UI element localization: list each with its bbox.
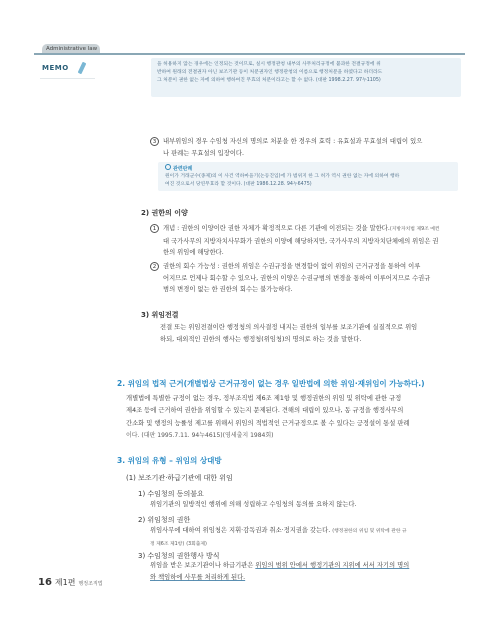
paragraph-line: 간소화 및 행정의 능률성 제고를 위해서 위임의 적법적인 근거규정으로 볼 수 있다는 긍정설이 통설 판례: [126, 419, 410, 427]
related-case-line: 원이가 거래군수(종제)의 이 사건 역하마을기(논등진입)에 가 범위지 한 그 허가 역시 권한 없는 자에 의하여 행하: [165, 174, 400, 179]
item-text: 개념 : 권한의 이양이란 권한 자체가 확정적으로 다른 기관에 이전되는 것을 말한다.: [163, 225, 390, 232]
running-header-tab: Administrative law: [42, 44, 100, 54]
note-line: 을 허용하지 않는 경우에는 인정되는 것이므로, 실시 행정관청 내부의 사무처리규정에 불과한 전결규정에 위: [157, 62, 381, 67]
blue-section-heading: 3. 위임의 유형 – 위임의 상대방: [117, 456, 222, 465]
related-case-title: 관련판례: [165, 164, 451, 173]
chapter-subtitle: 행정조직법: [78, 581, 103, 587]
subsection-heading: 2) 위임청의 권한: [138, 516, 191, 524]
subsection-heading: 1) 수임청의 동의불요: [138, 490, 204, 498]
section-heading: 2) 권한의 이양: [141, 209, 188, 217]
item-text: 어지므로 언제나 회수할 수 있으나, 권한의 이양은 수권규범의 변경을 통하여 이루어지므로 수권규: [163, 274, 431, 282]
paragraph-line: 위임사무에 대하여 위임청은 지휘·감독권과 취소·정지권을 갖는다.: [150, 527, 331, 534]
paragraph-line: 위임기관의 일방적인 행위에 의해 성립하고 수임청의 동의를 요하지 않는다.: [150, 501, 357, 508]
subsection-heading: (1) 보조기관·하급기관에 대한 위임: [126, 474, 233, 482]
chapter-label: 제1편: [54, 578, 76, 587]
item-text: 권한의 회수 가능성 : 권한의 위임은 수권규정을 변경함이 없이 위임의 근거규정을 통하여 이루: [163, 263, 421, 270]
page-footer: [38, 577, 103, 588]
paragraph-ref: (3회출제): [186, 542, 207, 548]
paragraph-line: 이다. (대판 1995.7.11. 94누4615)(영세출지 1984회): [126, 431, 274, 439]
note-box: [151, 58, 461, 97]
item-marker: 2: [150, 262, 159, 271]
item-text: 한의 위임에 해당한다.: [163, 249, 224, 256]
paragraph-line: 제4조 등에 근거하여 권한을 위임할 수 있는지 문제된다. 견해의 대립이 있으나, 동 규정을 행정사무의: [126, 407, 404, 415]
item-ref: (지방자치법 제9조 예컨: [389, 227, 440, 232]
item-marker: 3: [150, 137, 159, 146]
related-case-line: 여진 것으로서 당연무효라 할 것이다. (대판 1986.12.28. 94누6475): [165, 182, 312, 187]
delegator-authority-paragraph: [150, 525, 465, 552]
transfer-revocation-item: [150, 261, 462, 296]
paragraph-ref: (행정권한의 위임 및 위탁에 관한 규: [332, 529, 407, 534]
memo-rule: [40, 78, 95, 79]
subsection-heading: 3) 수임청의 권한행사 방식: [138, 552, 220, 560]
note-line: 반하여 원래의 전결권자 아닌 보조기관 등이 처분권자인 행정관청의 이름으로 행정처분을 하였다고 하더라도: [157, 70, 383, 75]
page-number: 16: [38, 577, 52, 588]
paragraph-line: 전결 또는 위임전결이란 행정청의 의사결정 내지는 권한의 일부를 보조기관에 실질적으로 위임: [160, 324, 418, 331]
item-text: 범의 변경이 없는 한 권한의 회수는 불가능하다.: [163, 286, 293, 293]
item-text: 내부위임의 경우 수임청 자신의 명의로 처분을 한 경우의 효력 : 유효설과 무효설의 대립이 있으: [163, 138, 423, 145]
internal-delegation-item: [150, 136, 460, 159]
related-case-box: [158, 162, 458, 191]
header-rule: [34, 53, 465, 55]
delegated-approval-paragraph: [160, 322, 462, 347]
paragraph-line: 위임을 받은 보조기관이나 하급기관은: [150, 562, 256, 569]
item-text: 나 판례는 무효설의 입장이다.: [163, 149, 244, 157]
blue-section-heading: 2. 위임의 법적 근거(개별법상 근거규정이 없는 경우 일반법에 의한 위임·재위임이 가능하다.): [117, 379, 425, 388]
note-line: 그 처분이 권한 없는 자에 의하여 행하여진 무효의 처분이라고는 할 수 없다. (대판 1998.2.27. 97누1105): [157, 78, 381, 83]
item-marker: 1: [150, 224, 159, 233]
legal-basis-paragraph: [126, 393, 462, 442]
paragraph-underlined: 위임의 범위 안에서 행정기관의 지위에 서서 자기의 명의: [255, 562, 410, 569]
paragraph-ref: 정 제6조 제1항): [150, 542, 185, 548]
paragraph-line: 하되, 대외적인 권한의 행사는 행정청(위임청)의 명의로 하는 것을 말한다.: [160, 336, 362, 344]
paragraph-underlined: 와 책임하에 사무를 처리하게 된다.: [150, 574, 246, 582]
paragraph-line: 개별법에 특별한 규정이 없는 경우, 정부조직법 제6조 제1항 및 행정권한의 위임 및 위탁에 관한 규정: [126, 395, 402, 402]
delegatee-exercise-paragraph: [150, 560, 465, 585]
pencil-icon: [78, 62, 87, 75]
transfer-concept-item: [150, 223, 462, 259]
item-text: 대 국가사무의 지방자치사무화가 권한의 이양에 해당하지만, 국가사무의 지방자치단체에의 위임은 권: [163, 237, 439, 245]
memo-label: MEMO: [42, 64, 69, 72]
section-heading: 3) 위임전결: [141, 311, 179, 319]
